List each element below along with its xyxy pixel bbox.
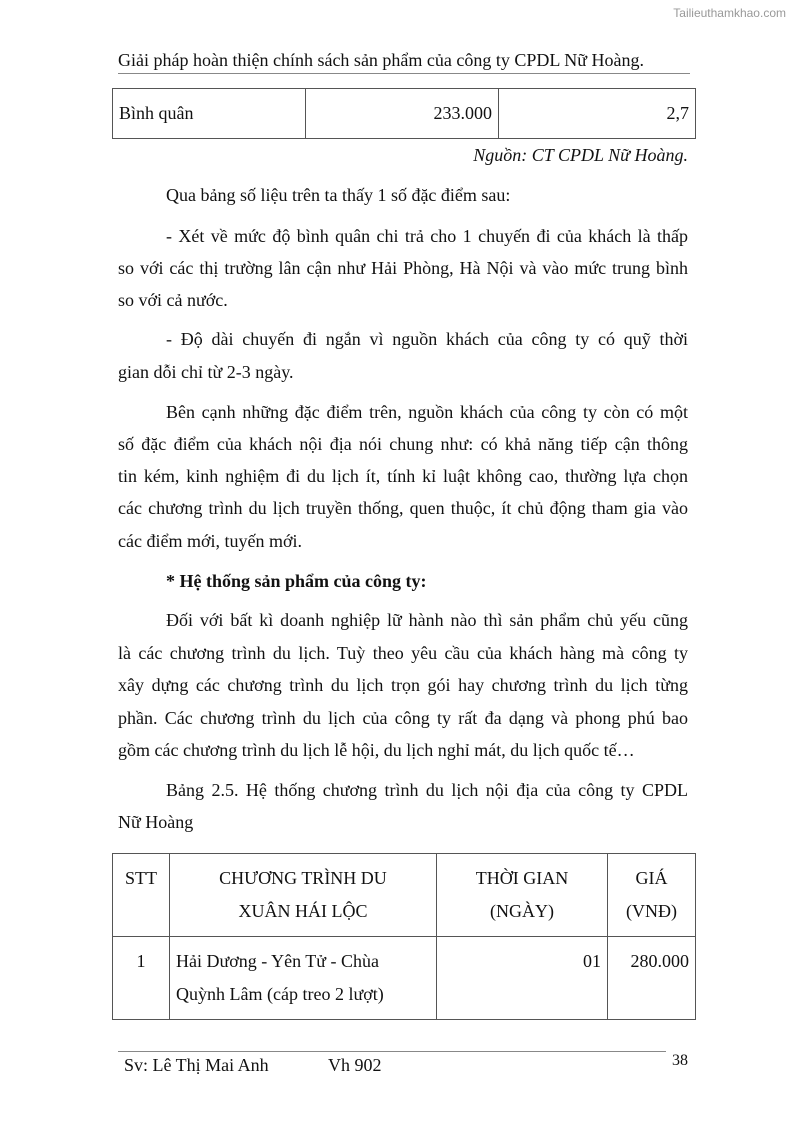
- text-line: tin kém, kinh nghiệm đi du lịch ít, tính kỉ luật không cao, thường lựa chọn: [118, 466, 688, 486]
- table-cell: 280.000: [608, 937, 696, 1020]
- table-caption: Nữ Hoàng: [118, 812, 194, 832]
- text-line: số đặc điểm của khách nội địa nói chung như: có khả năng tiếp cận thông: [118, 434, 688, 454]
- text-line: - Xét về mức độ bình quân chi trả cho 1 chuyến đi của khách là thấp: [166, 226, 688, 246]
- header-cell: CHƯƠNG TRÌNH DU XUÂN HÁI LỘC: [170, 854, 437, 937]
- footer-student: Sv: Lê Thị Mai Anh: [124, 1055, 269, 1075]
- footer-rule: [118, 1051, 666, 1052]
- text-line: Bên cạnh những đặc điểm trên, nguồn khách của công ty còn có một: [166, 402, 688, 422]
- table-cell: Hải Dương - Yên Tử - Chùa Quỳnh Lâm (cáp treo 2 lượt): [170, 937, 437, 1020]
- page-number: 38: [672, 1052, 688, 1069]
- table-cell: 1: [113, 937, 170, 1020]
- text-line: so với cả nước.: [118, 290, 228, 310]
- source-note: Nguồn: CT CPDL Nữ Hoàng.: [473, 145, 688, 165]
- table-caption: Bảng 2.5. Hệ thống chương trình du lịch nội địa của công ty CPDL: [166, 780, 688, 800]
- table-header-row: [113, 854, 696, 937]
- text-line: - Độ dài chuyến đi ngắn vì nguồn khách của công ty có quỹ thời: [166, 329, 688, 349]
- watermark: Tailieuthamkhao.com: [673, 6, 786, 20]
- text-line: Qua bảng số liệu trên ta thấy 1 số đặc điểm sau:: [166, 185, 511, 205]
- text-line: xây dựng các chương trình du lịch trọn gói hay chương trình du lịch từng: [118, 675, 688, 695]
- text-line: phần. Các chương trình du lịch của công ty rất đa dạng và phong phú bao: [118, 708, 688, 728]
- table-cell: 233.000: [306, 89, 499, 139]
- header-cell: STT: [113, 854, 170, 937]
- table-row: [113, 937, 696, 1020]
- text-line: Đối với bất kì doanh nghiệp lữ hành nào thì sản phẩm chủ yếu cũng: [166, 610, 688, 630]
- header-cell: GIÁ (VNĐ): [608, 854, 696, 937]
- section-heading: * Hệ thống sản phẩm của công ty:: [166, 571, 427, 591]
- footer-class: Vh 902: [328, 1055, 382, 1075]
- text-line: so với các thị trường lân cận như Hải Phòng, Hà Nội và vào mức trung bình: [118, 258, 688, 278]
- header-cell: THỜI GIAN (NGÀY): [437, 854, 608, 937]
- text-line: là các chương trình du lịch. Tuỳ theo yêu cầu của khách hàng mà công ty: [118, 643, 688, 663]
- table-cell: Bình quân: [113, 89, 306, 139]
- table-cell: 01: [437, 937, 608, 1020]
- summary-table: [112, 88, 696, 139]
- text-line: gồm các chương trình du lịch lễ hội, du lịch nghỉ mát, du lịch quốc tế…: [118, 740, 635, 760]
- table-row: [113, 89, 696, 139]
- text-line: gian dỗi chỉ từ 2-3 ngày.: [118, 362, 294, 382]
- tour-table: [112, 853, 696, 1020]
- running-header: Giải pháp hoàn thiện chính sách sản phẩm của công ty CPDL Nữ Hoàng.: [118, 50, 690, 74]
- text-line: các điểm mới, tuyến mới.: [118, 531, 302, 551]
- text-line: các chương trình du lịch truyền thống, quen thuộc, ít chủ động tham gia vào: [118, 498, 688, 518]
- table-cell: 2,7: [499, 89, 696, 139]
